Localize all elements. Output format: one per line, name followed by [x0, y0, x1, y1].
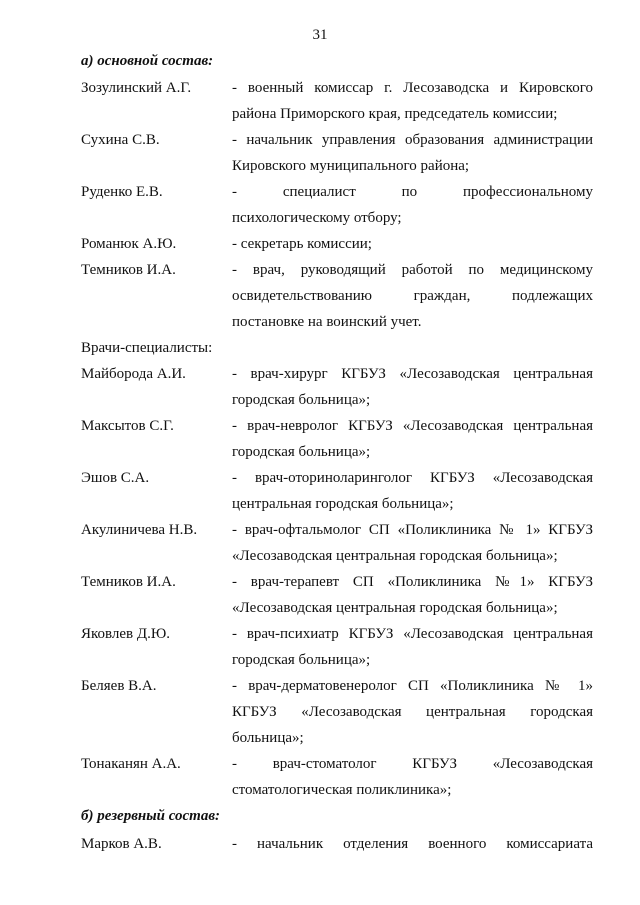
member-role-line: района Приморского края, председатель комиссии; — [232, 106, 558, 122]
member-role-line: Кировского муниципального района; — [232, 158, 470, 174]
member-role-line: - врач, руководящий работой по медицинскому — [232, 262, 593, 278]
specialist-name: Майборода А.И. — [81, 366, 186, 382]
specialist-role-line: - врач-офтальмолог СП «Поликлиника № 1» КГБУЗ — [232, 522, 593, 538]
reserve-member-role-line: - начальник отделения военного комиссариата — [232, 836, 593, 852]
member-name: Темников И.А. — [81, 262, 176, 278]
reserve-member-name: Марков А.В. — [81, 836, 162, 852]
member-name: Руденко Е.В. — [81, 184, 163, 200]
specialist-name: Тонаканян А.А. — [81, 756, 181, 772]
specialist-role-line: - врач-стоматолог КГБУЗ «Лесозаводская — [232, 756, 593, 772]
specialist-role-line: больница»; — [232, 730, 304, 746]
specialist-role-line: «Лесозаводская центральная городская больница»; — [232, 548, 558, 564]
specialist-role-line: «Лесозаводская центральная городская больница»; — [232, 600, 558, 616]
specialist-name: Эшов С.А. — [81, 470, 150, 486]
member-name: Сухина С.В. — [81, 132, 160, 148]
specialist-name: Темников И.А. — [81, 574, 176, 590]
specialist-role-line: городская больница»; — [232, 392, 371, 408]
member-role-line: - специалист по профессиональному — [232, 184, 593, 200]
member-role-line: постановке на воинский учет. — [232, 314, 422, 330]
specialist-role-line: - врач-терапевт СП «Поликлиника №1» КГБУЗ — [232, 574, 593, 590]
specialist-role-line: - врач-хирург КГБУЗ «Лесозаводская центральная — [232, 366, 593, 382]
section-heading-reserve: б) резервный состав: — [81, 808, 221, 824]
specialists-label: Врачи-специалисты: — [81, 340, 213, 356]
specialist-name: Акулиничева Н.В. — [81, 522, 198, 538]
specialist-role-line: - врач-невролог КГБУЗ «Лесозаводская центральная — [232, 418, 593, 434]
member-role-line: - начальник управления образования администрации — [232, 132, 593, 148]
specialist-role-line: КГБУЗ «Лесозаводская центральная городская — [232, 704, 593, 720]
specialist-name: Беляев В.А. — [81, 678, 157, 694]
specialist-role-line: городская больница»; — [232, 652, 371, 668]
member-name: Романюк А.Ю. — [81, 236, 177, 252]
member-role-line: психологическому отбору; — [232, 210, 402, 226]
member-name: Зозулинский А.Г. — [81, 80, 192, 96]
specialist-role-line: городская больница»; — [232, 444, 371, 460]
member-role-line: - секретарь комиссии; — [232, 236, 372, 252]
member-role-line: освидетельствованию граждан, подлежащих — [232, 288, 593, 304]
specialist-name: Максытов С.Г. — [81, 418, 174, 434]
member-role-line: - военный комиссар г. Лесозаводска и Кировского — [232, 80, 593, 96]
specialist-role-line: - врач-дерматовенеролог СП «Поликлиника № 1» — [232, 678, 593, 694]
specialist-role-line: стоматологическая поликлиника»; — [232, 782, 452, 798]
specialist-role-line: - врач-оториноларинголог КГБУЗ «Лесозаводская — [232, 470, 593, 486]
section-heading-main: а) основной состав: — [81, 53, 214, 69]
specialist-role-line: - врач-психиатр КГБУЗ «Лесозаводская центральная — [232, 626, 593, 642]
specialist-name: Яковлев Д.Ю. — [81, 626, 171, 642]
specialist-role-line: центральная городская больница»; — [232, 496, 454, 512]
page-number: 31 — [312, 27, 328, 43]
